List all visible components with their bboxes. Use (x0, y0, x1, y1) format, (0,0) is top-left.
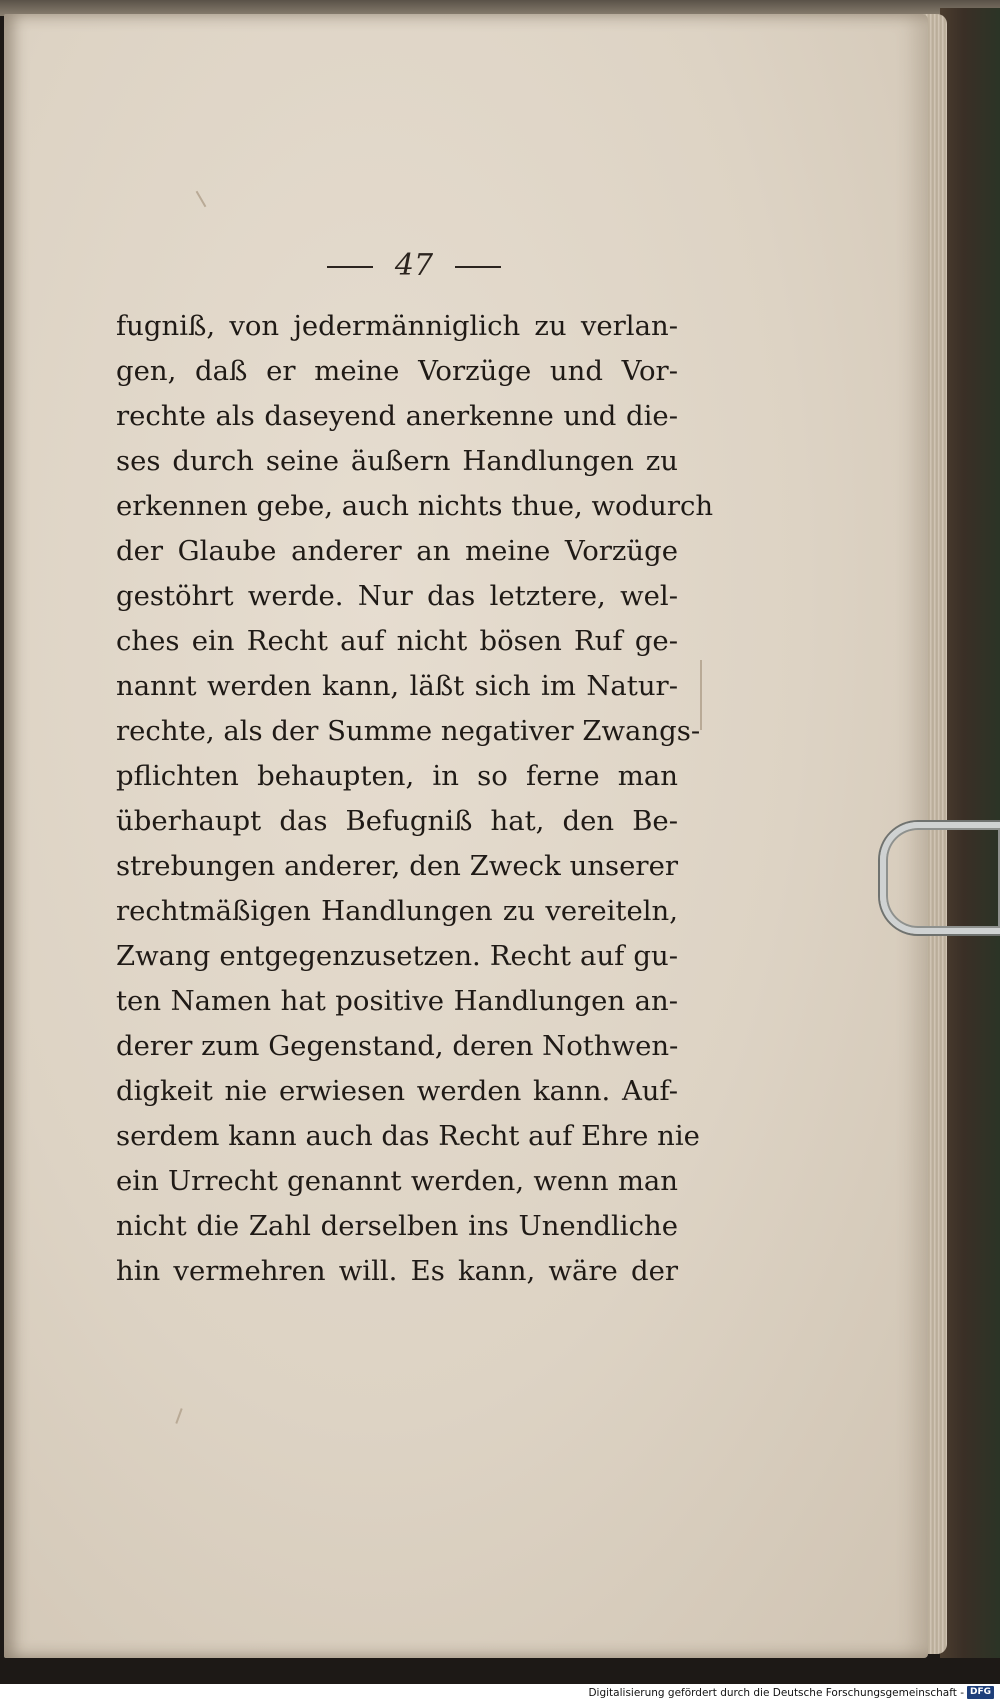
page-number-value: 47 (394, 248, 434, 283)
text-line: digkeit nie erwiesen werden kann. Auf- (116, 1075, 678, 1107)
text-line: ses durch seine äußern Handlungen zu (116, 445, 678, 477)
text-line: ches ein Recht auf nicht bösen Ruf ge- (116, 625, 678, 657)
text-line: rechtmäßigen Handlungen zu vereiteln, (116, 895, 678, 927)
text-line: ein Urrecht genannt werden, wenn man (116, 1165, 678, 1197)
text-line: gestöhrt werde. Nur das letztere, wel- (116, 580, 678, 612)
body-text (116, 304, 714, 1294)
pencil-mark (700, 660, 702, 730)
metal-clip (880, 822, 1000, 934)
text-line: erkennen gebe, auch nichts thue, wodurch (116, 490, 714, 522)
text-line: nannt werden kann, läßt sich im Natur- (116, 670, 678, 702)
text-line: überhaupt das Befugniß hat, den Be- (116, 805, 678, 837)
text-line: fugniß, von jedermänniglich zu verlan- (116, 310, 678, 342)
text-line: rechte als daseyend anerkenne und die- (116, 400, 678, 432)
text-line: derer zum Gegenstand, deren Nothwen- (116, 1030, 679, 1062)
text-line: rechte, als der Summe negativer Zwangs- (116, 715, 701, 747)
text-line: strebungen anderer, den Zweck unserer (116, 850, 678, 882)
text-line: pflichten behaupten, in so ferne man (116, 760, 678, 792)
text-line: hin vermehren will. Es kann, wäre der (116, 1255, 678, 1287)
dfg-logo: DFG (967, 1686, 994, 1699)
text-line: Zwang entgegenzusetzen. Recht auf gu- (116, 940, 678, 972)
page-number-dash-right (455, 266, 501, 268)
page-number-dash-left (327, 266, 373, 268)
text-line: serdem kann auch das Recht auf Ehre nie (116, 1120, 700, 1152)
page-number (0, 248, 914, 283)
text-line: nicht die Zahl derselben ins Unendliche (116, 1210, 678, 1242)
text-line: der Glaube anderer an meine Vorzüge (116, 535, 678, 567)
text-line: gen, daß er meine Vorzüge und Vor- (116, 355, 678, 387)
footer-text: Digitalisierung gefördert durch die Deutsche Forschungsgemeinschaft - (588, 1686, 964, 1699)
text-line: ten Namen hat positive Handlungen an- (116, 985, 678, 1017)
digitization-footer (588, 1686, 994, 1699)
